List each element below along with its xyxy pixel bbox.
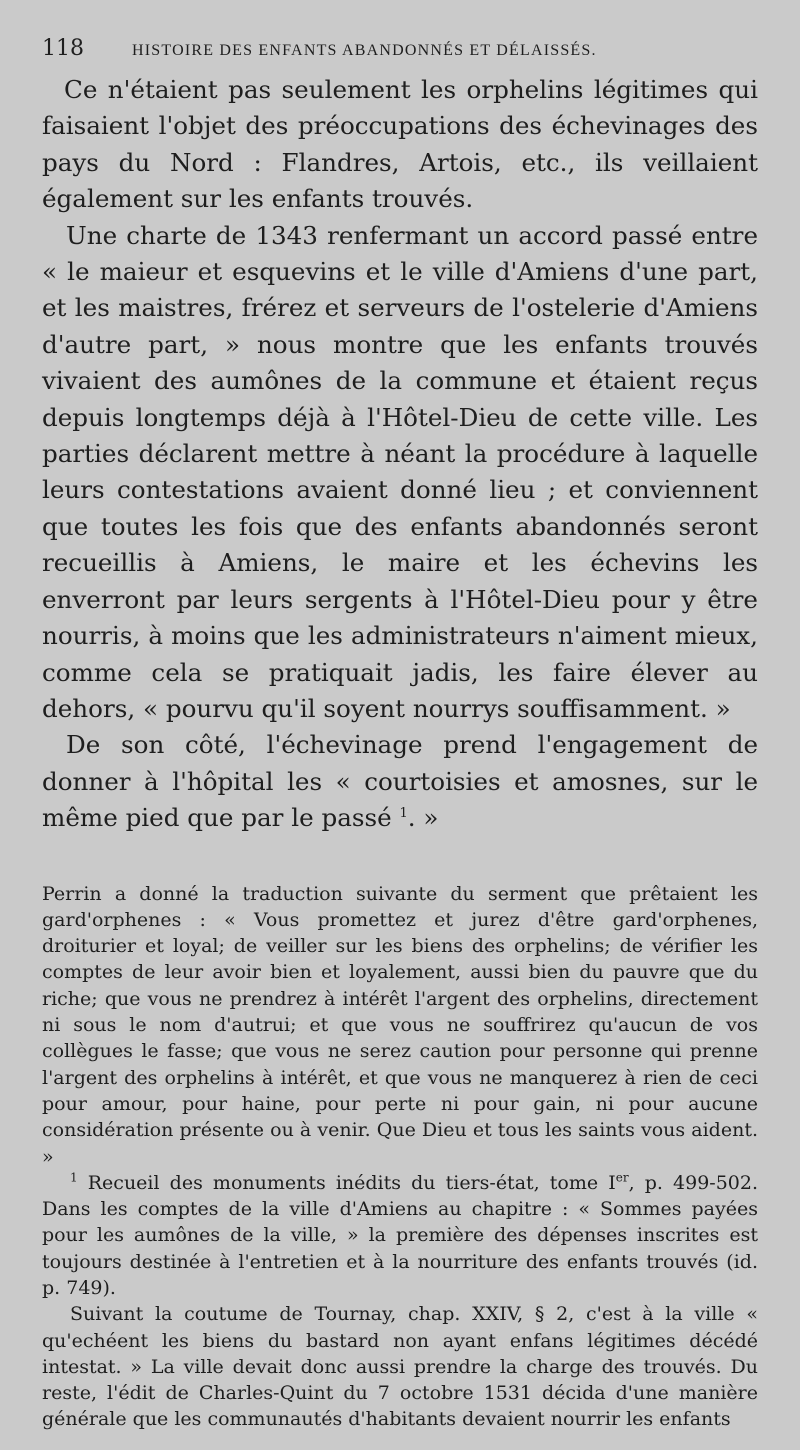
footnote-reference[interactable]: 1	[399, 805, 408, 821]
paragraph-echevinage	[42, 727, 758, 836]
paragraph-echevinage-text: De son côté, l'échevinage prend l'engagement de donner à l'hôpital les « courtoisies et amosnes, sur le même pied que par le passé	[42, 730, 758, 833]
paragraph-orphans: Ce n'étaient pas seulement les orphelins légitimes qui faisaient l'objet des préoccupations des échevinages des pays du Nord : Flandres, Artois, etc., ils veillaient également sur les enfants trouvés.	[42, 75, 758, 214]
footnote-1	[42, 1170, 758, 1301]
footnote-1-text-a: Recueil des monuments inédits du tiers-état, tome I	[87, 1171, 616, 1194]
page-number: 118	[42, 36, 84, 61]
paragraph-charter: Une charte de 1343 renfermant un accord passé entre « le maieur et esquevins et le ville d'Amiens d'une part, et les maistres, frérez et serveurs de l'ostelerie d'Amiens d'autre part, » nous montre que les enfants trouvés vivaient des aumônes de la commune et étaient reçus depuis longtemps déjà à l'Hôtel-Dieu de cette ville. Les parties déclarent mettre à néant la procédure à laquelle leurs contestations avaient donné lieu ; et conviennent que toutes les fois que des enfants abandonnés seront recueillis à Amiens, le maire et les échevins les enverront par leurs sergents à l'Hôtel-Dieu pour y être nourris, à moins que les administrateurs n'aiment mieux, comme cela se pratiquait jadis, les faire élever au dehors, « pourvu qu'il soyent nourrys souffisamment. »	[42, 220, 758, 723]
running-head	[42, 36, 758, 66]
paragraph-echevinage-end: . »	[407, 803, 439, 833]
footnote-1-text-b: , p. 499-502. Dans les comptes de la ville d'Amiens au chapitre : « Sommes payées pour les aumônes de la ville, » la première des dépenses inscrites est toujours destinée à l'entretien et à la nourriture des enfants trouvés (id. p. 749).	[42, 1171, 759, 1299]
note-tournay: Suivant la coutume de Tournay, chap. XXIV, § 2, c'est à la ville « qu'echéent les biens du bastard non ayant enfans légitimes décédé intestat. » La ville devait donc aussi prendre la charge des trouvés. Du reste, l'édit de Charles-Quint du 7 octobre 1531 décida d'une manière générale que les communautés d'habitants devaient nourrir les enfants	[42, 1303, 758, 1431]
footnotes	[42, 881, 758, 1433]
spacer	[42, 837, 758, 881]
footnote-1-marker: 1	[70, 1170, 78, 1185]
main-text	[42, 72, 758, 837]
note-perrin: Perrin a donné la traduction suivante du serment que prêtaient les gard'orphenes : « Vous promettez et jurez d'être gard'orphenes, droiturier et loyal; de veiller sur les biens des orphelins; de vérifier les comptes de leur avoir bien et loyalement, aussi bien du pauvre que du riche; que vous ne prendrez à intérêt l'argent des orphelins, directement ni sous le nom d'autrui; et que vous ne souffrirez qu'aucun de vos collègues le fasse; que vous ne serez caution pour personne qui prenne l'argent des orphelins à intérêt, et que vous ne manquerez à rien de ceci pour amour, pour haine, pour perte ni pour gain, ni pour aucune considération présente ou à venir. Que Dieu et tous les saints vous aident. »	[42, 882, 758, 1168]
running-title: HISTOIRE DES ENFANTS ABANDONNÉS ET DÉLAISSÉS.	[132, 42, 597, 59]
footnote-1-superscript: er	[615, 1170, 629, 1185]
